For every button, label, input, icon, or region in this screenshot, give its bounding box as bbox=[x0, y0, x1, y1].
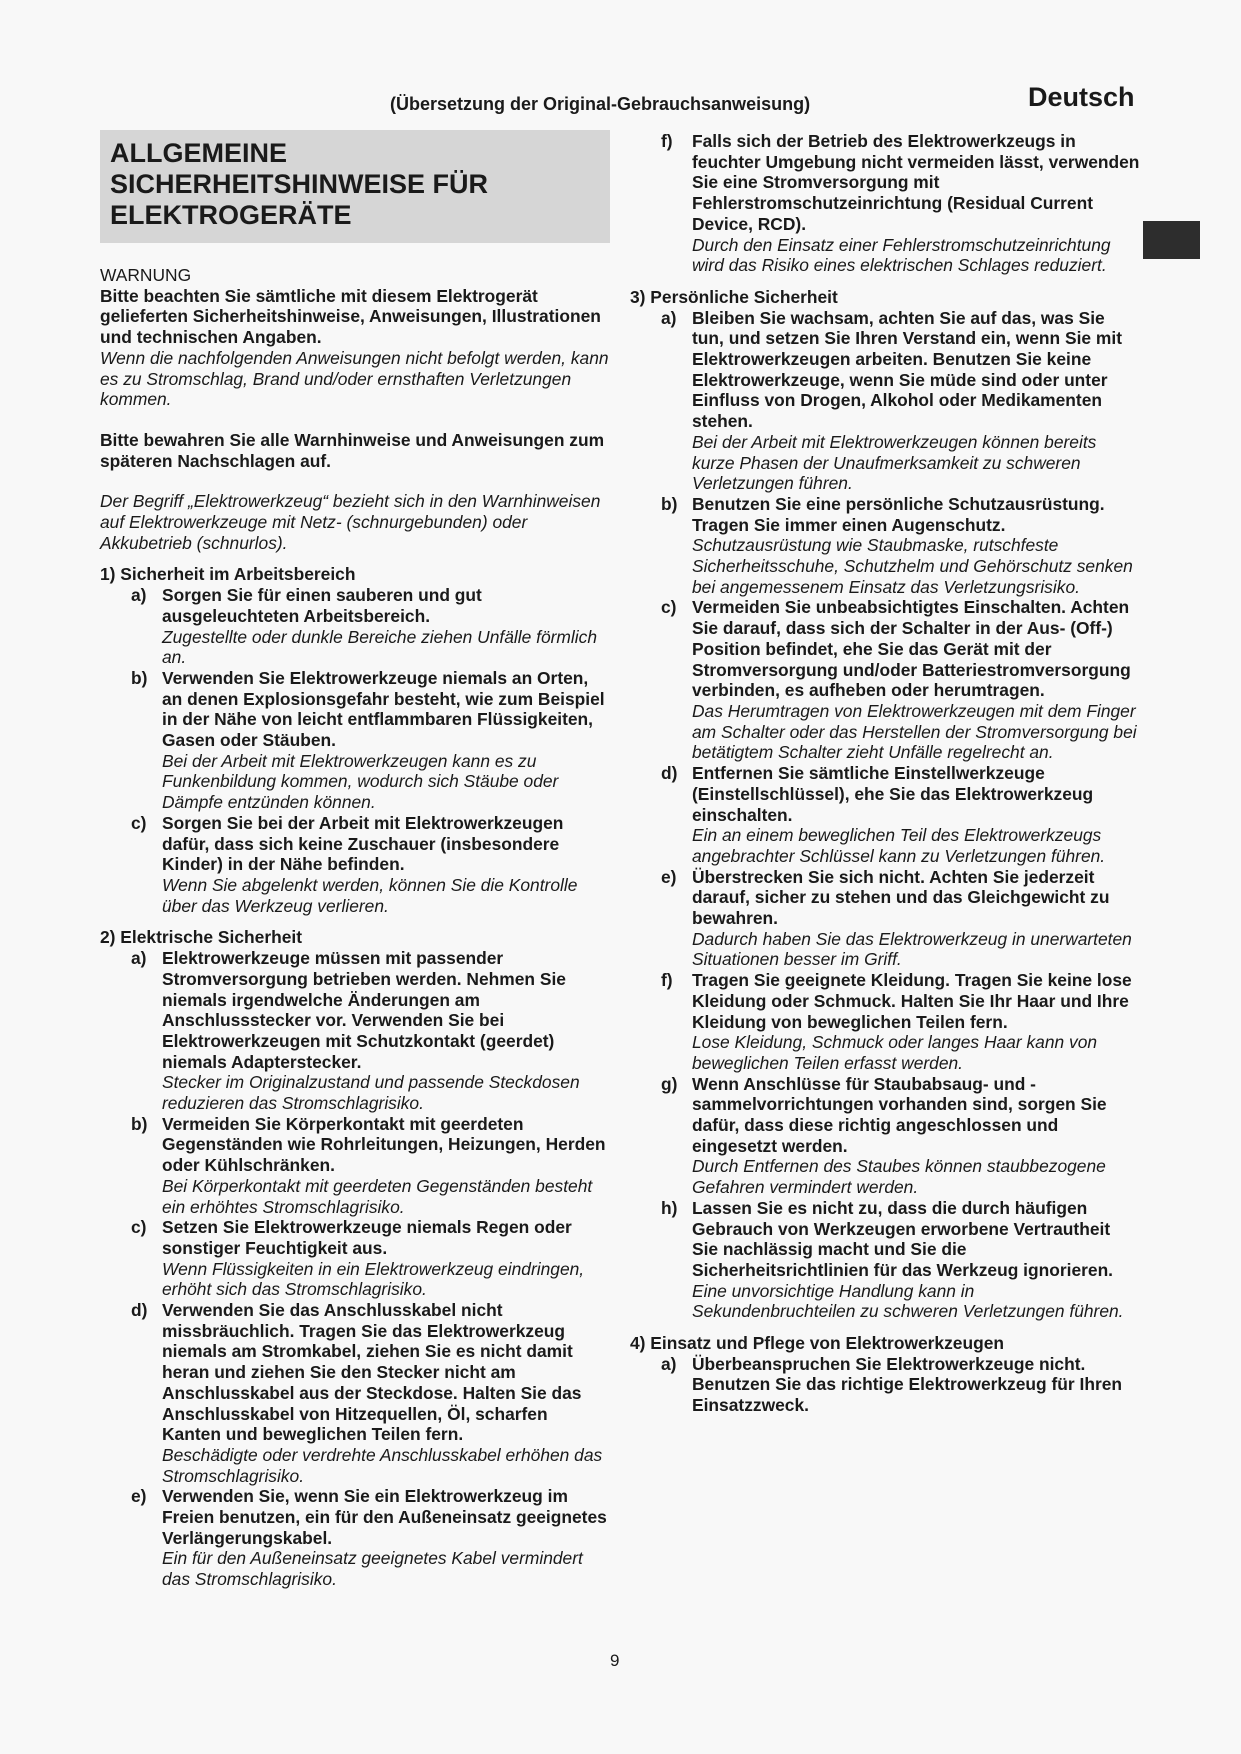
list-item: f) Falls sich der Betrieb des Elektrowerkzeugs in feuchter Umgebung nicht vermeiden lässt, verwenden Sie eine Stromversorgung mit Fehlerstromschutzeinrichtung (Residual Current Device, RCD). Durch den Einsatz einer Fehlerstromschutzeinrichtung wird das Risiko eines elektrischen Schlages reduziert. bbox=[661, 131, 1140, 276]
list-item: h) Lassen Sie es nicht zu, dass die durch häufigen Gebrauch von Werkzeugen erworbene Vertrautheit Sie nachlässig macht und Sie die Sicherheitsrichtlinien für das Werkzeug ignorieren. Eine unvorsichtige Handlung kann in Sekundenbruchteilen zu schweren Verletzungen führen. bbox=[661, 1197, 1124, 1322]
list-item: d) Verwenden Sie das Anschlusskabel nicht missbräuchlich. Tragen Sie das Elektrowerkzeug niemals am Stromkabel, ziehen Sie es nicht damit heran und ziehen Sie den Stecker nicht am Anschlusskabel aus der Steckdose. Halten Sie das Anschlusskabel von Hitzequellen, Öl, scharfen Kanten und beweglichen Teilen fern. Beschädigte oder verdrehte Anschlusskabel erhöhen das Stromschlagrisiko. bbox=[131, 1300, 603, 1486]
list-item: c) Vermeiden Sie unbeabsichtigtes Einschalten. Achten Sie darauf, dass sich der Schalter in der Aus- (Off-) Position befindet, ehe Sie das Gerät mit der Stromversorgung und/oder Batteriestromversorgung verbinden, es aufheben oder herumtragen. Das Herumtragen von Elektrowerkzeugen mit dem Finger am Schalter oder das Herstellen der Stromversorgung bei betätigtem Schalter zieht Unfälle regelrecht an. bbox=[661, 597, 1137, 763]
language-label: Deutsch bbox=[1028, 82, 1135, 112]
list-item: b) Benutzen Sie eine persönliche Schutzausrüstung. Tragen Sie immer einen Augenschutz. Schutzausrüstung wie Staubmaske, rutschfeste Sicherheitsschuhe, Schutzhelm und Gehörschutz senken bei angemessenem Einsatz das Verletzungsrisiko. bbox=[661, 493, 1133, 597]
list-item: b) Vermeiden Sie Körperkontakt mit geerdeten Gegenständen wie Rohrleitungen, Heizungen, Herden oder Kühlschränken. Bei Körperkontakt mit geerdeten Gegenständen besteht ein erhöhtes Stromschlagrisiko. bbox=[131, 1113, 606, 1217]
section-heading-personal-safety: 3) Persönliche Sicherheit bbox=[630, 286, 838, 307]
list-item: a) Überbeanspruchen Sie Elektrowerkzeuge nicht. Benutzen Sie das richtige Elektrowerkzeug für Ihren Einsatzzweck. bbox=[661, 1353, 1123, 1416]
list-item: g) Wenn Anschlüsse für Staubabsaug- und -sammelvorrichtungen vorhanden sind, sorgen Sie dafür, dass diese richtig angeschlossen und eingesetzt werden. Durch Entfernen des Staubes können staubbezogene Gefahren vermindert werden. bbox=[661, 1073, 1107, 1198]
right-column bbox=[630, 131, 1140, 1416]
page-number: 9 bbox=[610, 1651, 620, 1670]
translation-note: (Übersetzung der Original-Gebrauchsanweisung) bbox=[390, 94, 811, 114]
section-heading-work-area: 1) Sicherheit im Arbeitsbereich bbox=[100, 564, 356, 585]
list-item: c) Setzen Sie Elektrowerkzeuge niemals Regen oder sonstiger Feuchtigkeit aus. Wenn Flüssigkeiten in ein Elektrowerkzeug eindringen, erhöht sich das Stromschlagrisiko. bbox=[131, 1217, 585, 1300]
section-tab-marker bbox=[1143, 221, 1200, 259]
list-item: b) Verwenden Sie Elektrowerkzeuge niemals an Orten, an denen Explosionsgefahr besteht, wie zum Beispiel in der Nähe von leicht entflammbaren Flüssigkeiten, Gasen oder Stäuben. Bei der Arbeit mit Elektrowerkzeugen kann es zu Funkenbildung kommen, wodurch sich Stäube oder Dämpfe entzünden können. bbox=[131, 667, 605, 813]
warning-label: WARNUNG bbox=[100, 265, 192, 285]
warning-consequence: Wenn die nachfolgenden Anweisungen nicht befolgt werden, kann es zu Stromschlag, Brand und/oder ernsthaften Verletzungen kommen. bbox=[100, 347, 609, 410]
list-item: a) Sorgen Sie für einen sauberen und gut ausgeleuchteten Arbeitsbereich. Zugestellte oder dunkle Bereiche ziehen Unfälle förmlich an. bbox=[131, 585, 598, 668]
list-item: a) Bleiben Sie wachsam, achten Sie auf das, was Sie tun, und setzen Sie Ihren Verstand ein, wenn Sie mit Elektrowerkzeugen arbeiten. Benutzen Sie keine Elektrowerkzeuge, wenn Sie müde sind oder unter Einfluss von Drogen, Alkohol oder Medikamenten stehen. Bei der Arbeit mit Elektrowerkzeugen können bereits kurze Phasen der Unaufmerksamkeit zu schweren Verletzungen führen. bbox=[661, 307, 1123, 494]
warning-instruction: Bitte beachten Sie sämtliche mit diesem Elektrogerät gelieferten Sicherheitshinweise, Anweisungen, Illustrationen und technischen Angaben. bbox=[100, 285, 601, 348]
term-definition: Der Begriff „Elektrowerkzeug“ bezieht sich in den Warnhinweisen auf Elektrowerkzeuge mit Netz- (schnurgebunden) oder Akkubetrieb (schnurlos). bbox=[100, 491, 601, 553]
left-column bbox=[100, 130, 610, 1590]
list-item: e) Verwenden Sie, wenn Sie ein Elektrowerkzeug im Freien benutzen, ein für den Außeneinsatz geeignetes Verlängerungskabel. Ein für den Außeneinsatz geeignetes Kabel vermindert das Stromschlagrisiko. bbox=[131, 1486, 607, 1590]
list-item: f) Tragen Sie geeignete Kleidung. Tragen Sie keine lose Kleidung oder Schmuck. Halten Sie Ihr Haar und Ihre Kleidung von beweglichen Teilen fern. Lose Kleidung, Schmuck oder langes Haar kann von beweglichen Teilen erfasst werden. bbox=[661, 970, 1132, 1073]
list-item: a) Elektrowerkzeuge müssen mit passender Stromversorgung betrieben werden. Nehmen Sie niemals irgendwelche Änderungen am Anschlussstecker vor. Verwenden Sie bei Elektrowerkzeugen mit Schutzkontakt (geerdet) niemals Adapterstecker. Stecker im Originalzustand und passende Steckdosen reduzieren das Stromschlagrisiko. bbox=[131, 948, 580, 1114]
section-heading-electrical: 2) Elektrische Sicherheit bbox=[100, 927, 303, 948]
list-item: d) Entfernen Sie sämtliche Einstellwerkzeuge (Einstellschlüssel), ehe Sie das Elektrowerkzeug einschalten. Ein an einem beweglichen Teil des Elektrowerkzeugs angebrachter Schlüssel kann zu Verletzungen führen. bbox=[661, 763, 1106, 866]
list-item: c) Sorgen Sie bei der Arbeit mit Elektrowerkzeugen dafür, dass sich keine Zuschauer (insbesondere Kinder) in der Nähe befinden. Wenn Sie abgelenkt werden, können Sie die Kontrolle über das Werkzeug verlieren. bbox=[131, 812, 578, 916]
section-title: ALLGEMEINE SICHERHEITSHINWEISE FÜR ELEKTROGERÄTE bbox=[100, 130, 610, 243]
list-item: e) Überstrecken Sie sich nicht. Achten Sie jederzeit darauf, sicher zu stehen und das Gleichgewicht zu bewahren. Dadurch haben Sie das Elektrowerkzeug in unerwarteten Situationen besser im Griff. bbox=[661, 866, 1132, 970]
section-heading-tool-use-care: 4) Einsatz und Pflege von Elektrowerkzeugen bbox=[630, 1333, 1004, 1354]
keep-instructions-note: Bitte bewahren Sie alle Warnhinweise und Anweisungen zum späteren Nachschlagen auf. bbox=[100, 429, 605, 471]
